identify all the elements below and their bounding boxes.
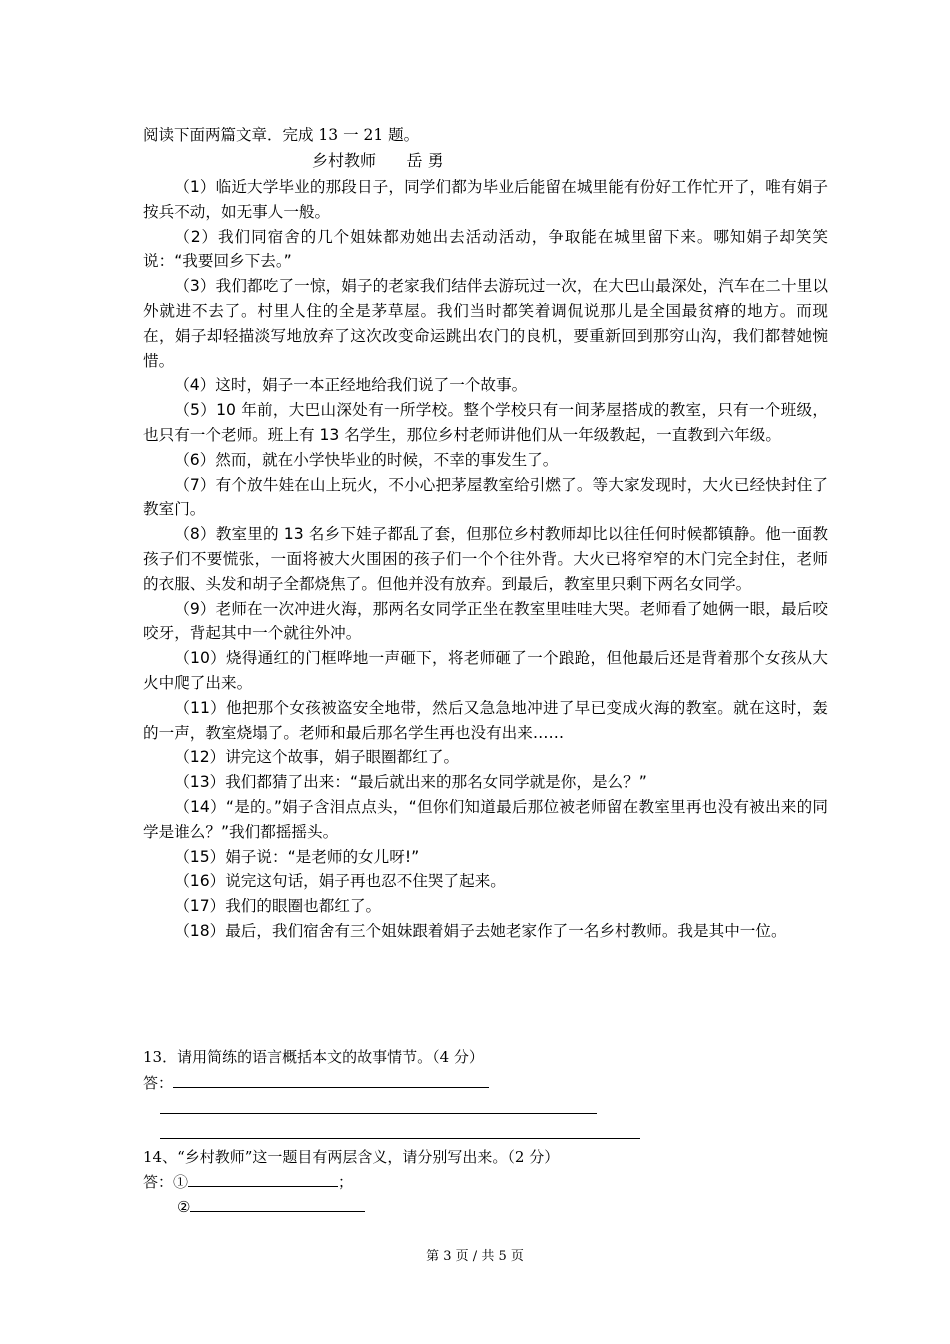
answer-row-14-first (143, 1170, 353, 1194)
paragraph: （18）最后，我们宿舍有三个姐妹跟着娟子去她老家作了一名乡村教师。我是其中一位。 (174, 921, 787, 940)
paragraph: （15）娟子说：“是老师的女儿呀!” (174, 847, 420, 866)
answer-line[interactable] (160, 1113, 597, 1114)
question-13: 13．请用简练的语言概括本文的故事情节。（4 分） (143, 1048, 484, 1066)
answer-blank[interactable] (173, 1071, 489, 1088)
paragraph: （16）说完这句话，娟子再也忍不住哭了起来。 (174, 872, 506, 891)
question-14: 14、“乡村教师”这一题目有两层含义，请分别写出来。（2 分） (143, 1148, 560, 1166)
paragraph: （12）讲完这个故事，娟子眼圈都红了。 (174, 748, 460, 767)
semicolon: ； (338, 1173, 354, 1191)
answer-row-14-second (177, 1195, 365, 1219)
paragraph: （5）10 年前，大巴山深处有一所学校。整个学校只有一间茅屋搭成的教室，只有一个班级，也只有一个老师。班上有 13 名学生，那位乡村老师讲他们从一年级教起，一直教到六年级。 (143, 401, 828, 444)
paragraph: （9）老师在一次冲进火海，那两名女同学正坐在教室里哇哇大哭。老师看了她俩一眼，最后咬咬牙，背起其中一个就往外冲。 (143, 599, 828, 643)
paragraph: （4）这时，娟子一本正经地给我们说了一个故事。 (174, 376, 528, 395)
paragraph: （11）他把那个女孩被盗安全地带，然后又急急地冲进了早已变成火海的教室。就在这时，轰的一声，教室烧塌了。老师和最后那名学生再也没有出来…… (143, 698, 828, 742)
article-body (143, 175, 828, 944)
answer-blank[interactable] (190, 1195, 365, 1212)
circled-number-2: ② (177, 1198, 191, 1216)
answer-line[interactable] (160, 1138, 640, 1139)
page-footer: 第 3 页 / 共 5 页 (426, 1249, 524, 1264)
paragraph: （13）我们都猜了出来：“最后就出来的那名女同学就是你，是么？” (174, 773, 647, 792)
paragraph: （6）然而，就在小学快毕业的时候，不幸的事发生了。 (174, 450, 559, 469)
paragraph: （17）我们的眼圈也都红了。 (174, 897, 382, 916)
answer-blank[interactable] (188, 1170, 338, 1187)
article-title: 乡村教师 岳 勇 (312, 151, 444, 170)
paragraph: （2）我们同宿舍的几个姐妹都劝她出去活动活动，争取能在城里留下来。哪知娟子却笑笑说：“我要回乡下去。” (143, 227, 828, 271)
paragraph: （8）教室里的 13 名乡下娃子都乱了套，但那位乡村教师却比以往任何时候都镇静。他一面教孩子们不要慌张，一面将被大火围困的孩子们一个个往外背。大火已将窄窄的木门完全封住，老师的衣服、头发和胡子全都烧焦了。但他并没有放弃。到最后，教室里只剩下两名女同学。 (143, 525, 828, 593)
paragraph: （3）我们都吃了一惊，娟子的老家我们结伴去游玩过一次，在大巴山最深处，汽车在二十里以外就进不去了。村里人住的全是茅草屋。我们当时都笑着调侃说那儿是全国最贫瘠的地方。而现在，娟子却轻描淡写地放弃了这次改变命运跳出农门的良机，要重新回到那穷山沟，我们都替她惋惜。 (143, 277, 828, 370)
answer-label: 答： (143, 1074, 174, 1092)
answer-label: 答：① (143, 1173, 189, 1191)
paragraph: （1）临近大学毕业的那段日子，同学们都为毕业后能留在城里能有份好工作忙开了，唯有娟子按兵不动，如无事人一般。 (143, 178, 828, 221)
paragraph: （10）烧得通红的门框哗地一声砸下，将老师砸了一个踉跄，但他最后还是背着那个女孩从大火中爬了出来。 (143, 649, 828, 692)
reading-instruction: 阅读下面两篇文章．完成 13 一 21 题。 (143, 126, 420, 144)
paragraph: （7）有个放牛娃在山上玩火，不小心把茅屋教室给引燃了。等大家发现时，大火已经快封住了教室门。 (143, 475, 828, 519)
answer-row-13 (143, 1071, 489, 1095)
paragraph: （14）“是的。”娟子含泪点点头，“但你们知道最后那位被老师留在教室里再也没有被出来的同学是谁么？”我们都摇摇头。 (143, 797, 828, 841)
